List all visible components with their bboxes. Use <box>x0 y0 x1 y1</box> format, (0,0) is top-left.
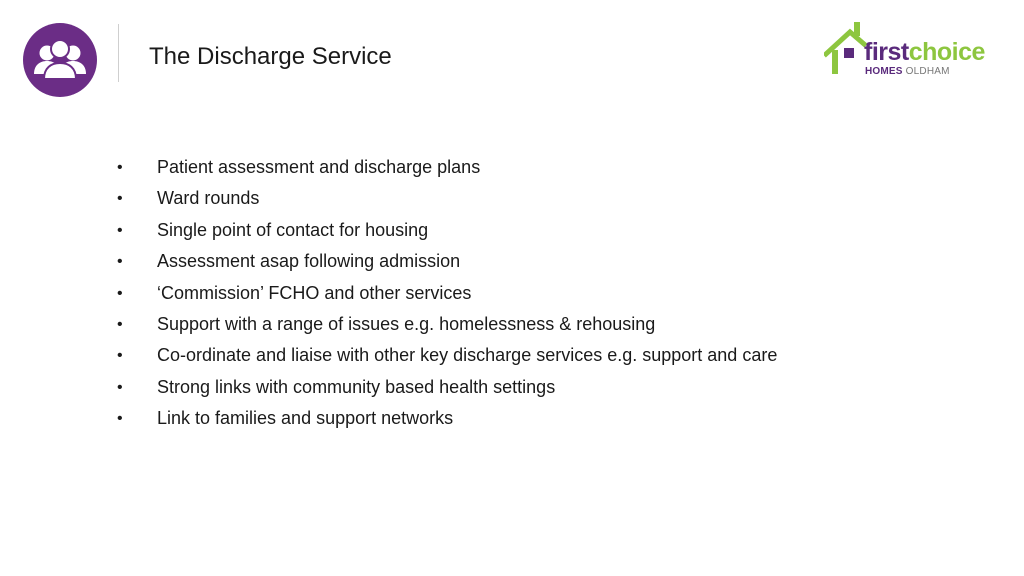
slide-title: The Discharge Service <box>149 43 392 70</box>
bullet-dot: • <box>117 159 123 176</box>
bullet-text: Strong links with community based health settings <box>157 376 556 397</box>
bullet-text: Patient assessment and discharge plans <box>157 157 481 177</box>
bullet-dot: • <box>117 410 123 428</box>
logo-sub-oldham: OLDHAM <box>905 66 950 77</box>
bullet-text: Co-ordinate and liaise with other key discharge services e.g. support and care <box>157 345 778 366</box>
bullet-dot: • <box>117 315 123 333</box>
bullet-dot: • <box>117 190 123 208</box>
bullet-dot: • <box>117 378 123 396</box>
people-group-icon <box>23 23 97 97</box>
bullet-dot: • <box>117 253 123 271</box>
logo-word-first: first <box>864 38 909 66</box>
bullet-dot: • <box>117 347 123 365</box>
bullet-text: Single point of contact for housing <box>157 219 429 240</box>
firstchoice-homes-logo <box>824 18 984 80</box>
bullet-text: ‘Commission’ FCHO and other services <box>157 282 472 303</box>
logo-sub-homes: HOMES <box>865 66 903 77</box>
bullet-text: Link to families and support networks <box>157 408 454 429</box>
logo-subline <box>865 66 950 78</box>
bullet-text: Support with a range of issues e.g. homelessness & rehousing <box>157 313 656 334</box>
bullet-dot: • <box>117 284 123 302</box>
header-divider <box>118 24 119 82</box>
bullet-text: Ward rounds <box>157 188 260 209</box>
logo-wordmark <box>864 38 985 66</box>
bullet-text: Assessment asap following admission <box>157 251 461 272</box>
bullet-dot: • <box>117 221 123 239</box>
logo-word-choice: choice <box>908 38 985 66</box>
